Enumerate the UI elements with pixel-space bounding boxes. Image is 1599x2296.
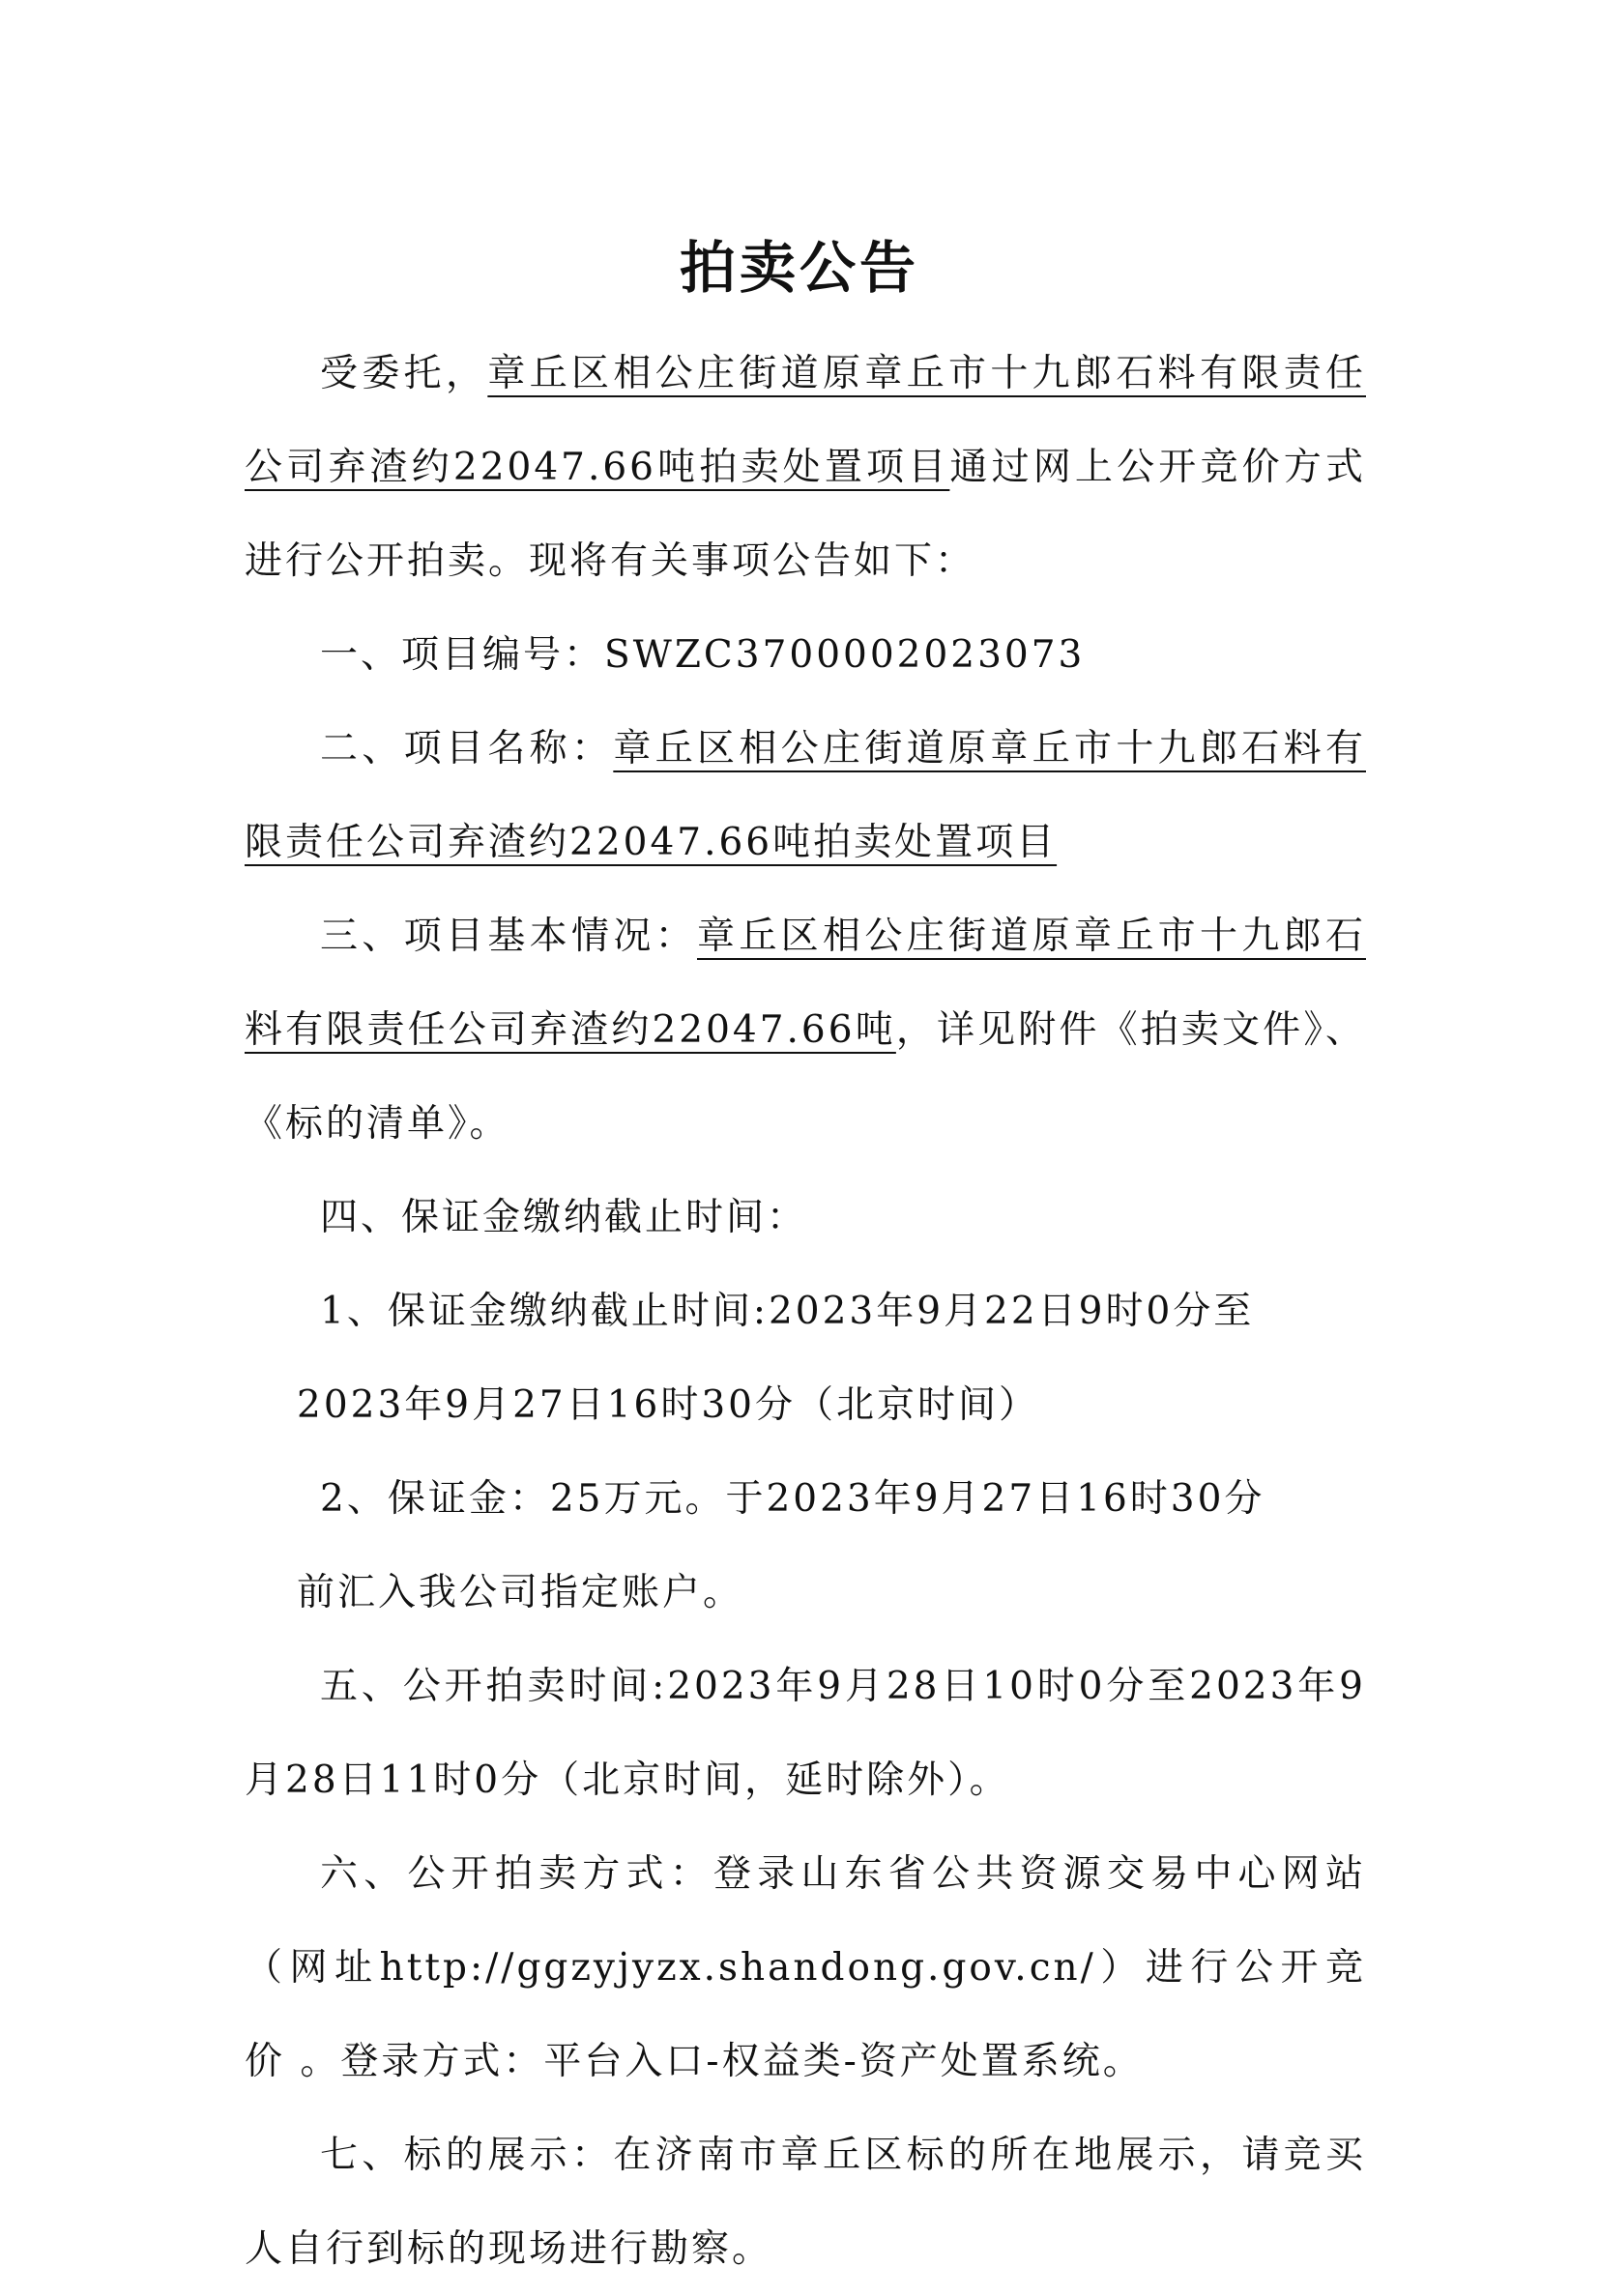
item-project-basic-info <box>245 889 1366 1171</box>
item3-suffix: ，详见附件《拍卖文件》、《标的清单》。 <box>245 1008 1366 1146</box>
intro-paragraph <box>245 327 1366 608</box>
item-auction-time: 五、公开拍卖时间:2023年9月28日10时0分至2023年9月28日11时0分（北京时间，延时除外）。 <box>245 1665 1366 1802</box>
deposit-amount-line2: 前汇入我公司指定账户。 <box>297 1571 744 1614</box>
item-lot-display: 七、标的展示：在济南市章丘区标的所在地展示，请竞买人自行到标的现场进行勘察。 <box>245 2134 1366 2271</box>
item3-value: 章丘区相公庄街道原章丘市十九郎石料有限责任公司弃渣约22047.66吨 <box>245 915 1366 1052</box>
item1-value: SWZC3700002023073 <box>604 633 1086 677</box>
item2-value: 章丘区相公庄街道原章丘市十九郎石料有限责任公司弃渣约22047.66吨拍卖处置项目 <box>245 727 1366 864</box>
item2-label: 二、项目名称： <box>320 727 614 770</box>
item-deposit-heading: 四、保证金缴纳截止时间： <box>320 1196 808 1239</box>
item-auction-method: 六、公开拍卖方式：登录山东省公共资源交易中心网站（网址http://ggzyjyzx.shandong.gov.cn/）进行公开竞价 。登录方式：平台入口-权益类-资产处置系统。 <box>245 1852 1366 2083</box>
deposit-deadline-line2: 2023年9月27日16时30分（北京时间） <box>297 1383 1039 1427</box>
announcement-body <box>245 327 1366 2296</box>
intro-suffix: 通过网上公开竞价方式进行公开拍卖。现将有关事项公告如下： <box>245 446 1366 583</box>
intro-prefix: 受委托， <box>320 352 488 395</box>
intro-project-name: 章丘区相公庄街道原章丘市十九郎石料有限责任公司弃渣约22047.66吨拍卖处置项目 <box>245 352 1366 489</box>
item-project-number <box>245 608 1366 702</box>
deposit-deadline-line1: 1、保证金缴纳截止时间:2023年9月22日9时0分至 <box>320 1290 1255 1333</box>
item1-label: 一、项目编号： <box>320 633 605 677</box>
item-project-name <box>245 702 1366 889</box>
page-title: 拍卖公告 <box>679 235 919 301</box>
item3-label: 三、项目基本情况： <box>320 915 697 958</box>
deposit-amount-line1: 2、保证金：25万元。于2023年9月27日16时30分 <box>320 1477 1265 1521</box>
